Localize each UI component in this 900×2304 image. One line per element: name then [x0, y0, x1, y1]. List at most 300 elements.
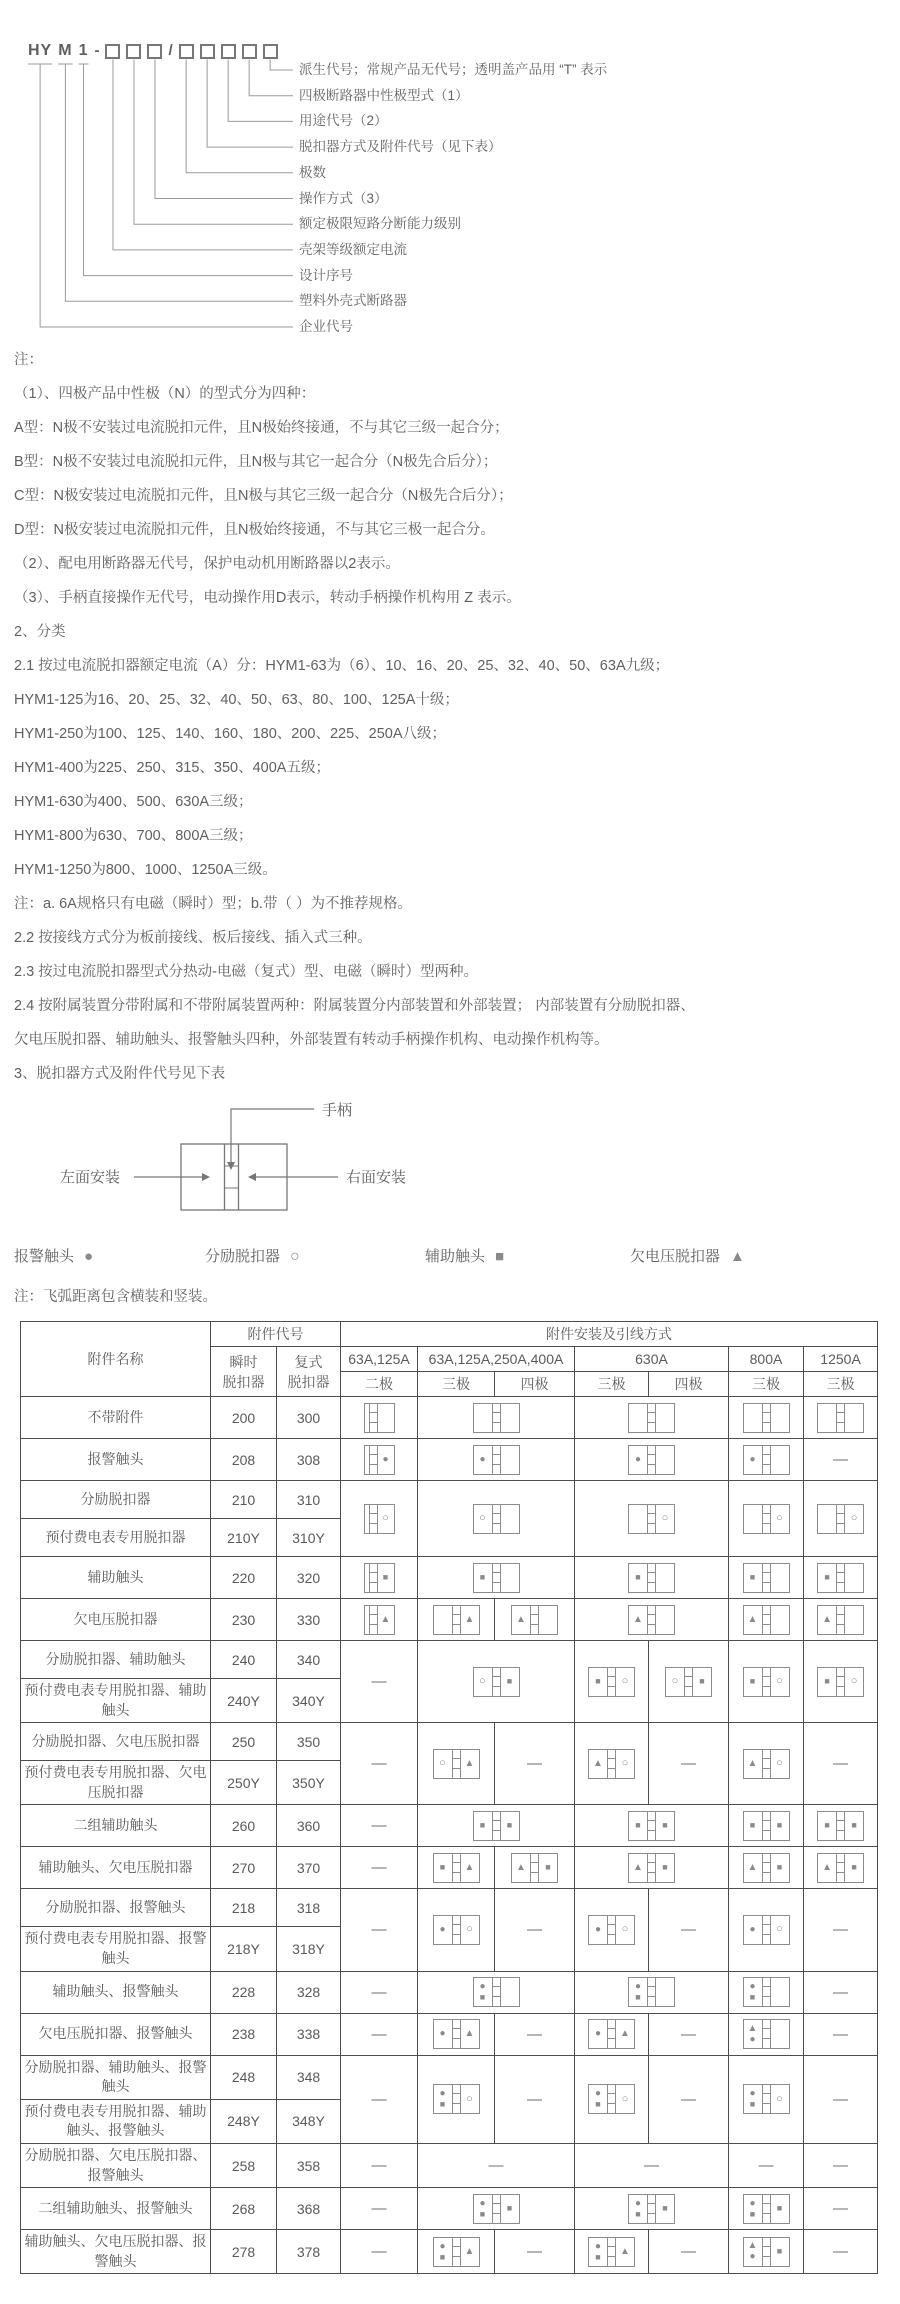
dash-cell	[341, 1805, 418, 1847]
breaker-handle	[369, 1505, 378, 1533]
dash-icon: —	[833, 1451, 849, 1468]
diagram-cell	[495, 1599, 575, 1641]
breaker-half	[744, 1446, 762, 1474]
breaker-half	[461, 1854, 479, 1882]
uv-symbol-icon: ▲	[822, 1613, 832, 1625]
breaker-half	[845, 1404, 863, 1432]
aux-symbol-icon: ■	[479, 1992, 486, 2003]
uv-symbol-icon: ▲	[747, 2022, 758, 2034]
breaker-half	[629, 1564, 647, 1592]
dash-cell	[804, 2188, 878, 2230]
dash-icon: —	[833, 2090, 849, 2108]
diagram-cell	[418, 1805, 575, 1847]
code-box	[200, 44, 215, 59]
breaker-half	[474, 1404, 492, 1432]
instant-code-cell: 210Y	[211, 1519, 277, 1557]
aux-symbol-icon: ■	[506, 1820, 513, 1831]
breaker-icon	[743, 1977, 790, 2007]
dash-cell	[649, 2013, 729, 2055]
legend-item	[14, 1245, 93, 1266]
dash-icon: —	[371, 2025, 387, 2043]
instant-code-cell: 250Y	[211, 1761, 277, 1805]
diagram-cell	[804, 1805, 878, 1847]
breaker-icon	[743, 1445, 790, 1475]
breaker-icon	[743, 1853, 790, 1883]
breaker-half	[589, 1750, 607, 1778]
instant-code-cell: 250	[211, 1723, 277, 1761]
diagram-cell	[804, 1847, 878, 1889]
callout-label: 用途代号（2）	[299, 113, 388, 129]
diagram-cell	[575, 2013, 649, 2055]
breaker-icon	[628, 1977, 675, 2007]
breaker-half	[378, 1564, 394, 1592]
dash-icon: —	[371, 1755, 387, 1773]
legend-label: 辅助触头	[425, 1248, 486, 1265]
diagram-cell	[575, 1971, 729, 2013]
breaker-handle	[762, 1812, 771, 1840]
accessory-name-cell: 预付费电表专用脱扣器、欠电压脱扣器	[21, 1761, 211, 1805]
uv-symbol-icon: ▲	[516, 1861, 526, 1873]
uv-symbol-icon: ▲	[747, 2240, 758, 2252]
breaker-icon	[628, 1605, 675, 1635]
diagram-cell	[729, 1847, 804, 1889]
diagram-cell	[804, 1397, 878, 1439]
breaker-handle	[836, 1668, 845, 1696]
classification-paragraph: 2.2 按接线方式分为板前接线、板后接线、插入式三种。	[14, 930, 372, 946]
instant-code-cell: 240Y	[211, 1679, 277, 1723]
breaker-icon	[743, 2237, 790, 2267]
shunt-symbol-icon: ○	[290, 1248, 300, 1265]
legend-item	[630, 1245, 745, 1266]
diagram-cell	[341, 1481, 418, 1557]
compound-code-cell: 340	[277, 1641, 341, 1679]
breaker-half	[501, 2195, 519, 2223]
uv-symbol-icon: ▲	[747, 1861, 758, 1873]
right-install-label: 右面安装	[346, 1169, 407, 1186]
diagram-cell	[418, 1599, 495, 1641]
alarm-symbol-icon: ●	[749, 1453, 756, 1465]
dash-cell	[649, 1723, 729, 1805]
dash-cell	[575, 2143, 729, 2187]
code-letter: 1	[78, 42, 89, 59]
alarm-symbol-icon: ●	[479, 1453, 486, 1465]
breaker-half	[629, 2195, 647, 2223]
breaker-half	[629, 1606, 647, 1634]
callout-label: 极数	[299, 164, 326, 180]
header-amp-group: 630A	[575, 1347, 729, 1372]
breaker-handle	[647, 1854, 656, 1882]
breaker-half	[434, 1916, 452, 1944]
alarm-symbol-icon: ●	[749, 2197, 756, 2209]
breaker-icon	[743, 1403, 790, 1433]
breaker-icon	[628, 2194, 675, 2224]
breaker-half	[616, 2238, 634, 2266]
accessory-name-cell: 辅助触头、报警触头	[21, 1971, 211, 2013]
breaker-handle	[492, 1446, 501, 1474]
breaker-half	[656, 1854, 674, 1882]
alarm-symbol-icon: ●	[594, 2240, 602, 2252]
dash-icon: —	[371, 2200, 387, 2218]
breaker-icon	[743, 1811, 790, 1841]
breaker-half	[666, 1668, 684, 1696]
header-pole-col: 三极	[729, 1372, 804, 1397]
breaker-half	[771, 1564, 789, 1592]
alarm-symbol-icon: ●	[749, 1923, 756, 1935]
breaker-icon	[473, 1403, 520, 1433]
uv-symbol-icon: ▲	[464, 1613, 475, 1625]
dash-icon: —	[527, 1921, 542, 1939]
breaker-half	[845, 1564, 863, 1592]
dash-cell	[341, 1641, 418, 1723]
classification-paragraph: 注：a. 6A规格只有电磁（瞬时）型；b.带（ ）为不推荐规格。	[14, 896, 412, 912]
accessory-name-cell: 欠电压脱扣器	[21, 1599, 211, 1641]
breaker-handle	[647, 1404, 656, 1432]
diagram-cell	[804, 1641, 878, 1723]
diagram-cell	[418, 1439, 575, 1481]
note-paragraph: （1）、四极产品中性极（N）的型式分为四种：	[14, 386, 316, 402]
breaker-handle	[762, 1750, 771, 1778]
diagram-cell	[575, 1889, 649, 1971]
code-box	[179, 44, 194, 59]
diagram-cell	[418, 1557, 575, 1599]
breaker-half	[629, 1978, 647, 2006]
compound-code-cell: 348	[277, 2055, 341, 2099]
uv-symbol-icon: ▲	[593, 1757, 603, 1769]
dash-icon: —	[371, 2243, 387, 2261]
breaker-half	[616, 1916, 634, 1944]
table-row	[21, 1599, 878, 1641]
accessory-name-cell: 辅助触头、欠电压脱扣器	[21, 1847, 211, 1889]
diagram-cell	[418, 2055, 495, 2143]
diagram-cell	[341, 1599, 418, 1641]
breaker-half	[771, 1446, 789, 1474]
note-paragraph: A型：N极不安装过电流脱扣元件，且N极始终接通，不与其它三级一起合分；	[14, 420, 509, 436]
dash-cell	[804, 2230, 878, 2274]
breaker-handle	[530, 1854, 539, 1882]
aux-symbol-icon: ■	[506, 2203, 513, 2214]
breaker-half	[656, 1812, 674, 1840]
breaker-half	[693, 1668, 711, 1696]
shunt-symbol-icon: ○	[776, 1675, 783, 1688]
instant-code-cell: 228	[211, 1971, 277, 2013]
breaker-half	[744, 2020, 762, 2048]
breaker-icon	[628, 1853, 675, 1883]
breaker-icon	[473, 1563, 520, 1593]
breaker-half	[771, 2020, 789, 2048]
table-row	[21, 1971, 878, 2013]
breaker-half	[744, 1812, 762, 1840]
breaker-handle	[836, 1404, 845, 1432]
breaker-half	[771, 2195, 789, 2223]
breaker-half	[818, 1404, 836, 1432]
breaker-handle	[647, 1446, 656, 1474]
shunt-symbol-icon: ○	[621, 1923, 629, 1936]
classification-paragraph: HYM1-250为100、125、140、160、180、200、225、250A八级；	[14, 726, 447, 742]
diagram-cell	[341, 1557, 418, 1599]
compound-code-cell: 358	[277, 2143, 341, 2187]
table-row	[21, 1397, 878, 1439]
dash-cell	[729, 2143, 804, 2187]
alarm-symbol-icon: ●	[634, 1981, 642, 1993]
dash-cell	[649, 2230, 729, 2274]
breaker-handle	[647, 2195, 656, 2223]
breaker-handle	[607, 1916, 616, 1944]
uv-symbol-icon: ▲	[516, 1613, 526, 1625]
uv-symbol-icon: ▲	[464, 1861, 475, 1873]
breaker-handle	[369, 1446, 378, 1474]
classification-paragraph: HYM1-800为630、700、800A三级；	[14, 828, 253, 844]
dash-cell	[341, 2013, 418, 2055]
breaker-handle	[762, 1854, 771, 1882]
aux-symbol-icon: ■	[439, 1862, 446, 1873]
dash-cell	[495, 2055, 575, 2143]
header-pole-col: 四极	[495, 1372, 575, 1397]
breaker-half	[656, 1564, 674, 1592]
breaker-half	[656, 1446, 674, 1474]
table-row	[21, 1723, 878, 1761]
classification-paragraph: 欠电压脱扣器、辅助触头、报警触头四种，外部装置有转动手柄操作机构、电动操作机构等。	[14, 1032, 609, 1048]
breaker-half	[474, 1505, 492, 1533]
breaker-half	[656, 2195, 674, 2223]
breaker-icon	[817, 1605, 864, 1635]
aux-symbol-icon: ■	[824, 1676, 830, 1687]
diagram-cell	[418, 1847, 495, 1889]
accessory-name-cell: 预付费电表专用脱扣器、报警触头	[21, 1927, 211, 1971]
breaker-icon	[817, 1403, 864, 1433]
dash-icon: —	[371, 1817, 387, 1835]
dash-cell	[341, 1723, 418, 1805]
breaker-half	[461, 2238, 479, 2266]
note-paragraph: （2）、配电用断路器无代号，保护电动机用断路器以2表示。	[14, 556, 400, 572]
dash-icon: —	[371, 2090, 387, 2108]
breaker-handle	[607, 1750, 616, 1778]
breaker-handle	[369, 1606, 378, 1634]
breaker-half	[656, 1505, 674, 1533]
compound-code-cell: 340Y	[277, 1679, 341, 1723]
breaker-icon	[364, 1445, 395, 1475]
aux-symbol-icon: ■	[635, 1992, 641, 2003]
header-code-group: 附件代号	[211, 1322, 341, 1347]
breaker-half	[744, 1668, 762, 1696]
classification-paragraph: HYM1-630为400、500、630A三级；	[14, 794, 253, 810]
breaker-icon	[433, 1605, 480, 1635]
compound-code-cell: 378	[277, 2230, 341, 2274]
diagram-cell	[649, 1641, 729, 1723]
dash-cell	[804, 1889, 878, 1971]
accessory-name-cell: 分励脱扣器、辅助触头	[21, 1641, 211, 1679]
breaker-half	[434, 2020, 452, 2048]
breaker-half	[771, 1505, 789, 1533]
breaker-icon	[665, 1667, 712, 1697]
breaker-handle	[607, 2020, 616, 2048]
breaker-icon	[433, 2084, 480, 2114]
table-row	[21, 1889, 878, 1927]
dash-cell	[804, 2143, 878, 2187]
aux-symbol-icon: ■	[776, 2246, 783, 2257]
dash-icon: —	[527, 1755, 542, 1773]
dash-icon: —	[758, 2157, 774, 2175]
dash-cell	[341, 2230, 418, 2274]
dash-icon: —	[833, 2025, 849, 2043]
breaker-handle	[762, 2238, 771, 2266]
breaker-half	[744, 1564, 762, 1592]
breaker-half	[616, 2020, 634, 2048]
diagram-cell	[575, 1481, 729, 1557]
breaker-handle	[647, 1606, 656, 1634]
table-note: 注：飞弧距离包含横装和竖装。	[14, 1289, 217, 1305]
breaker-handle	[369, 1404, 378, 1432]
shunt-symbol-icon: ○	[466, 1923, 473, 1936]
dash-icon: —	[833, 2200, 849, 2218]
breaker-half	[818, 1564, 836, 1592]
breaker-icon	[743, 1915, 790, 1945]
breaker-handle	[492, 1812, 501, 1840]
legend-label: 分励脱扣器	[205, 1248, 281, 1265]
alarm-symbol-icon: ●	[634, 1453, 642, 1465]
diagram-cell	[495, 1847, 575, 1889]
shunt-symbol-icon: ○	[439, 1757, 446, 1770]
aux-symbol-icon: ■	[824, 1572, 830, 1582]
aux-symbol-icon: ■	[662, 1862, 668, 1873]
breaker-half	[771, 1750, 789, 1778]
diagram-cell	[575, 1805, 729, 1847]
breaker-half	[744, 1606, 762, 1634]
table-row	[21, 2055, 878, 2099]
aux-symbol-icon: ■	[662, 2203, 668, 2214]
breaker-half	[629, 1446, 647, 1474]
diagram-cell	[729, 1805, 804, 1847]
header-code-col: 瞬时 脱扣器	[211, 1347, 277, 1397]
header-accessory-name: 附件名称	[21, 1322, 211, 1397]
diagram-cell	[729, 1889, 804, 1971]
breaker-icon	[433, 2237, 480, 2267]
classification-paragraph: HYM1-1250为800、1000、1250A三级。	[14, 862, 277, 878]
instant-code-cell: 240	[211, 1641, 277, 1679]
code-letter: M	[58, 42, 73, 59]
diagram-cell	[418, 2188, 575, 2230]
alarm-symbol-icon: ●	[439, 2028, 446, 2040]
breaker-half	[589, 2085, 607, 2113]
uv-symbol-icon: ▲	[730, 1248, 745, 1265]
diagram-cell	[418, 1971, 575, 2013]
instant-code-cell: 278	[211, 2230, 277, 2274]
breaker-icon	[588, 2237, 635, 2267]
dash-icon: —	[488, 2157, 504, 2175]
dash-icon: —	[833, 2243, 849, 2261]
compound-code-cell: 368	[277, 2188, 341, 2230]
breaker-handle	[492, 1978, 501, 2006]
accessory-name-cell: 欠电压脱扣器、报警触头	[21, 2013, 211, 2055]
header-amp-group: 800A	[729, 1347, 804, 1372]
breaker-icon	[364, 1403, 395, 1433]
breaker-icon	[628, 1504, 675, 1534]
breaker-half	[512, 1606, 530, 1634]
aux-symbol-icon: ■	[776, 1862, 783, 1873]
breaker-handle	[452, 1750, 461, 1778]
breaker-half	[589, 2238, 607, 2266]
aux-symbol-icon: ■	[635, 2208, 641, 2219]
breaker-half	[474, 1446, 492, 1474]
diagram-cell	[729, 1439, 804, 1481]
compound-code-cell: 320	[277, 1557, 341, 1599]
diagram-cell	[729, 1557, 804, 1599]
shunt-symbol-icon: ○	[621, 1757, 629, 1770]
alarm-symbol-icon: ●	[634, 2197, 642, 2209]
aux-symbol-icon: ■	[776, 2203, 783, 2214]
section3	[14, 1064, 886, 2274]
alarm-symbol-icon: ●	[439, 2088, 446, 2100]
breaker-icon	[628, 1445, 675, 1475]
aux-symbol-icon: ■	[635, 1820, 641, 1831]
dash-icon: —	[527, 2243, 542, 2261]
breaker-half	[501, 1446, 519, 1474]
shunt-symbol-icon: ○	[776, 1757, 783, 1770]
breaker-icon	[743, 1667, 790, 1697]
breaker-icon	[817, 1667, 864, 1697]
classification-section	[14, 622, 886, 1051]
aux-symbol-icon: ■	[662, 1820, 668, 1831]
breaker-handle	[492, 1404, 501, 1432]
breaker-handle	[684, 1668, 693, 1696]
diagram-cell	[418, 2013, 495, 2055]
breaker-icon	[364, 1605, 395, 1635]
table-row	[21, 1481, 878, 1519]
diagram-cell	[575, 2230, 649, 2274]
accessory-name-cell: 二组辅助触头	[21, 1805, 211, 1847]
aux-symbol-icon: ■	[506, 1676, 513, 1687]
breaker-handle	[647, 1812, 656, 1840]
dash-icon: —	[371, 1921, 387, 1939]
breaker-half	[616, 1750, 634, 1778]
breaker-half	[771, 1812, 789, 1840]
breaker-half	[744, 1978, 762, 2006]
dash-cell	[804, 1723, 878, 1805]
dash-cell	[341, 2143, 418, 2187]
breaker-half	[656, 1404, 674, 1432]
dash-cell	[341, 1889, 418, 1971]
breaker-half	[616, 1668, 634, 1696]
model-code-diagram	[14, 18, 886, 350]
breaker-handle	[647, 1564, 656, 1592]
callout-label: 设计序号	[299, 267, 353, 283]
header-pole-col: 四极	[649, 1372, 729, 1397]
uv-symbol-icon: ▲	[380, 1613, 391, 1625]
breaker-handle	[647, 1978, 656, 2006]
callout-label: 额定极限短路分断能力级别	[299, 216, 461, 232]
breaker-icon	[628, 1811, 675, 1841]
breaker-half	[744, 1505, 762, 1533]
breaker-handle	[762, 1404, 771, 1432]
breaker-half	[818, 1505, 836, 1533]
dash-cell	[649, 1889, 729, 1971]
uv-symbol-icon: ▲	[747, 1757, 758, 1769]
diagram-cell	[575, 1599, 729, 1641]
compound-code-cell: 318	[277, 1889, 341, 1927]
header-amp-group: 1250A	[804, 1347, 878, 1372]
alarm-symbol-icon: ●	[479, 2197, 486, 2209]
breaker-half	[501, 1564, 519, 1592]
note-paragraph: D型：N极安装过电流脱扣元件，且N极始终接通，不与其它三极一起合分。	[14, 522, 495, 538]
note-paragraph: C型：N极安装过电流脱扣元件，且N极与其它三级一起合分（N极先合后分）；	[14, 488, 513, 504]
instant-code-cell: 218	[211, 1889, 277, 1927]
compound-code-cell: 370	[277, 1847, 341, 1889]
diagram-cell	[804, 1481, 878, 1557]
breaker-half	[501, 1505, 519, 1533]
breaker-handle	[492, 1505, 501, 1533]
dash-cell	[804, 1971, 878, 2013]
breaker-half	[629, 1404, 647, 1432]
code-separator: -	[94, 42, 100, 59]
